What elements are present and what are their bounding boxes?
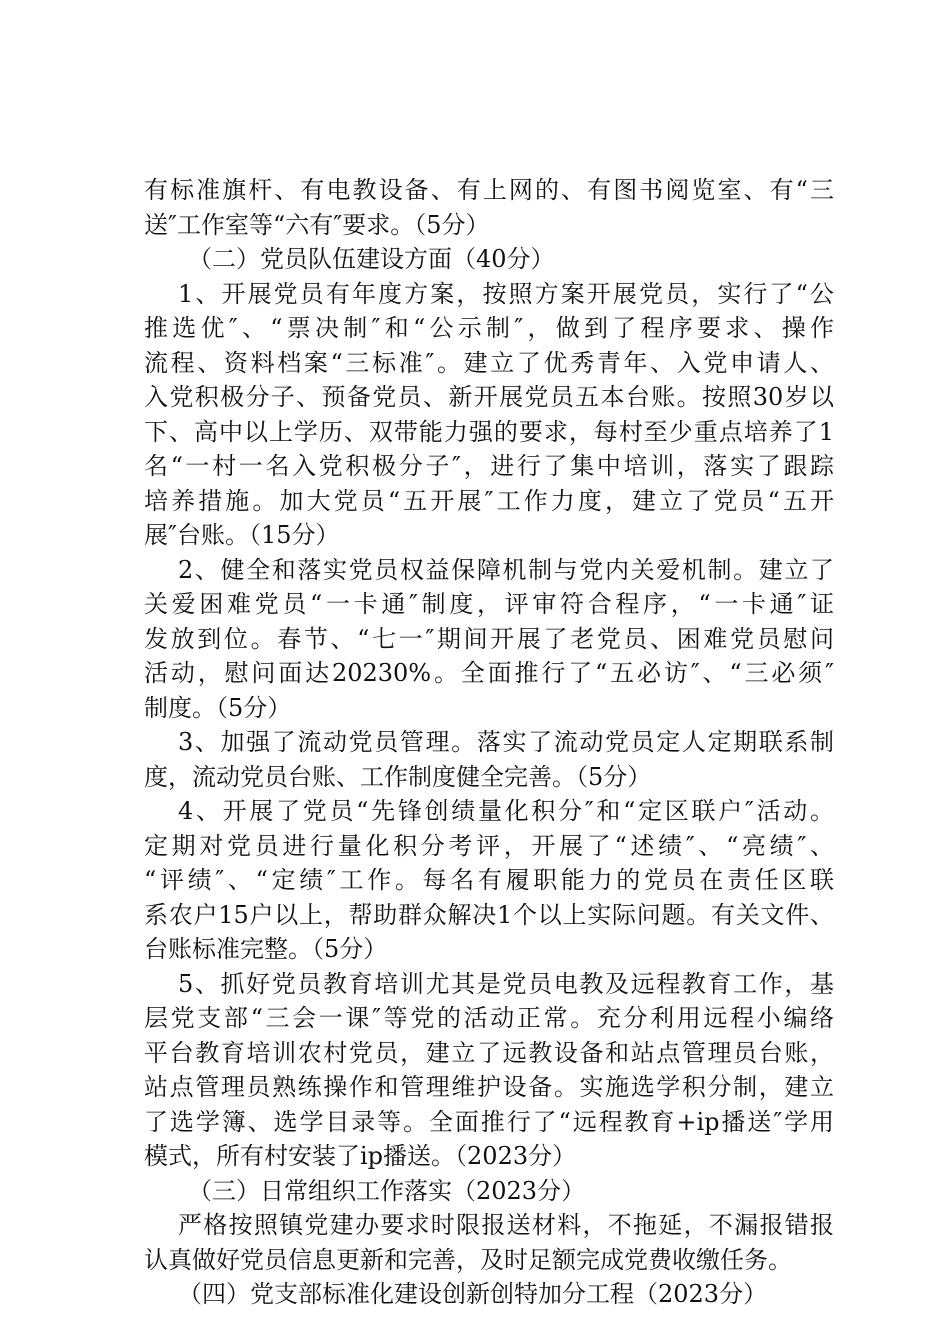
- text-line: 严格按照镇党建办要求时限报送材料，不拖延，不漏报错报: [178, 1211, 834, 1239]
- text-line: 系农户15户以上，帮助群众解决1个以上实际问题。有关文件、: [144, 900, 834, 929]
- text-line: 送″工作室等“六有″要求。（5分）: [144, 210, 490, 239]
- text-line: 层党支部“三会一课″等党的活动正常。充分利用远程小编络: [144, 1004, 834, 1032]
- text-line: 站点管理员熟练操作和管理维护设备。实施选学积分制，建立: [144, 1073, 834, 1101]
- text-line: 了选学簿、选学目录等。全面推行了“远程教育+ip播送″学用: [144, 1107, 834, 1136]
- section-heading: （三）日常组织工作落实（2023分）: [188, 1176, 586, 1205]
- text-line: 流程、资料档案“三标准″。建立了优秀青年、入党申请人、: [144, 348, 834, 377]
- text-line: 制度。（5分）: [144, 693, 292, 722]
- text-line: 培养措施。加大党员“五开展″工作力度，建立了党员“五开: [144, 486, 834, 515]
- text-line: 定期对党员进行量化积分考评，开展了“述绩″、“亮绩″、: [144, 831, 834, 860]
- text-line: 4、开展了党员“先锋创绩量化积分″和“定区联户″活动。: [178, 797, 834, 825]
- text-line: 入党积极分子、预备党员、新开展党员五本台账。按照30岁以: [144, 383, 834, 411]
- text-line: 平台教育培训农村党员，建立了远教设备和站点管理员台账，: [144, 1038, 834, 1067]
- text-line: 展″台账。（15分）: [144, 521, 340, 549]
- text-line: 名“一村一名入党积极分子″，进行了集中培训，落实了跟踪: [144, 452, 834, 480]
- text-line: 认真做好党员信息更新和完善，及时足额完成党费收缴任务。: [144, 1245, 792, 1274]
- section-heading: （四）党支部标准化建设创新创特加分工程（2023分）: [178, 1280, 768, 1308]
- document-body: [144, 173, 834, 1312]
- text-line: 推选优″、“票决制″和“公示制″，做到了程序要求、操作: [144, 314, 834, 342]
- text-line: “评绩″、“定绩″工作。每名有履职能力的党员在责任区联: [144, 866, 834, 894]
- text-line: 3、加强了流动党员管理。落实了流动党员定人定期联系制: [178, 728, 834, 756]
- text-line: 活动，慰问面达20230%。全面推行了“五必访″、“三必须″: [144, 659, 834, 687]
- text-line: 2、健全和落实党员权益保障机制与党内关爱机制。建立了: [178, 555, 834, 584]
- text-line: 有标准旗杆、有电教设备、有上网的、有图书阅览室、有“三: [144, 176, 834, 204]
- text-line: 台账标准完整。（5分）: [144, 935, 388, 963]
- text-line: 发放到位。春节、“七一″期间开展了老党员、困难党员慰问: [144, 624, 834, 653]
- section-heading: （二）党员队伍建设方面（40分）: [188, 245, 555, 273]
- text-line: 5、抓好党员教育培训尤其是党员电教及远程教育工作，基: [178, 969, 834, 998]
- text-line: 模式，所有村安装了ip播送。（2023分）: [144, 1142, 577, 1170]
- text-line: 1、开展党员有年度方案，按照方案开展党员，实行了“公: [178, 279, 834, 308]
- text-line: 下、高中以上学历、双带能力强的要求，每村至少重点培养了1: [144, 417, 834, 446]
- text-line: 关爱困难党员“一卡通″制度，评审符合程序，“一卡通″证: [144, 590, 834, 618]
- text-line: 度，流动党员台账、工作制度健全完善。（5分）: [144, 762, 652, 791]
